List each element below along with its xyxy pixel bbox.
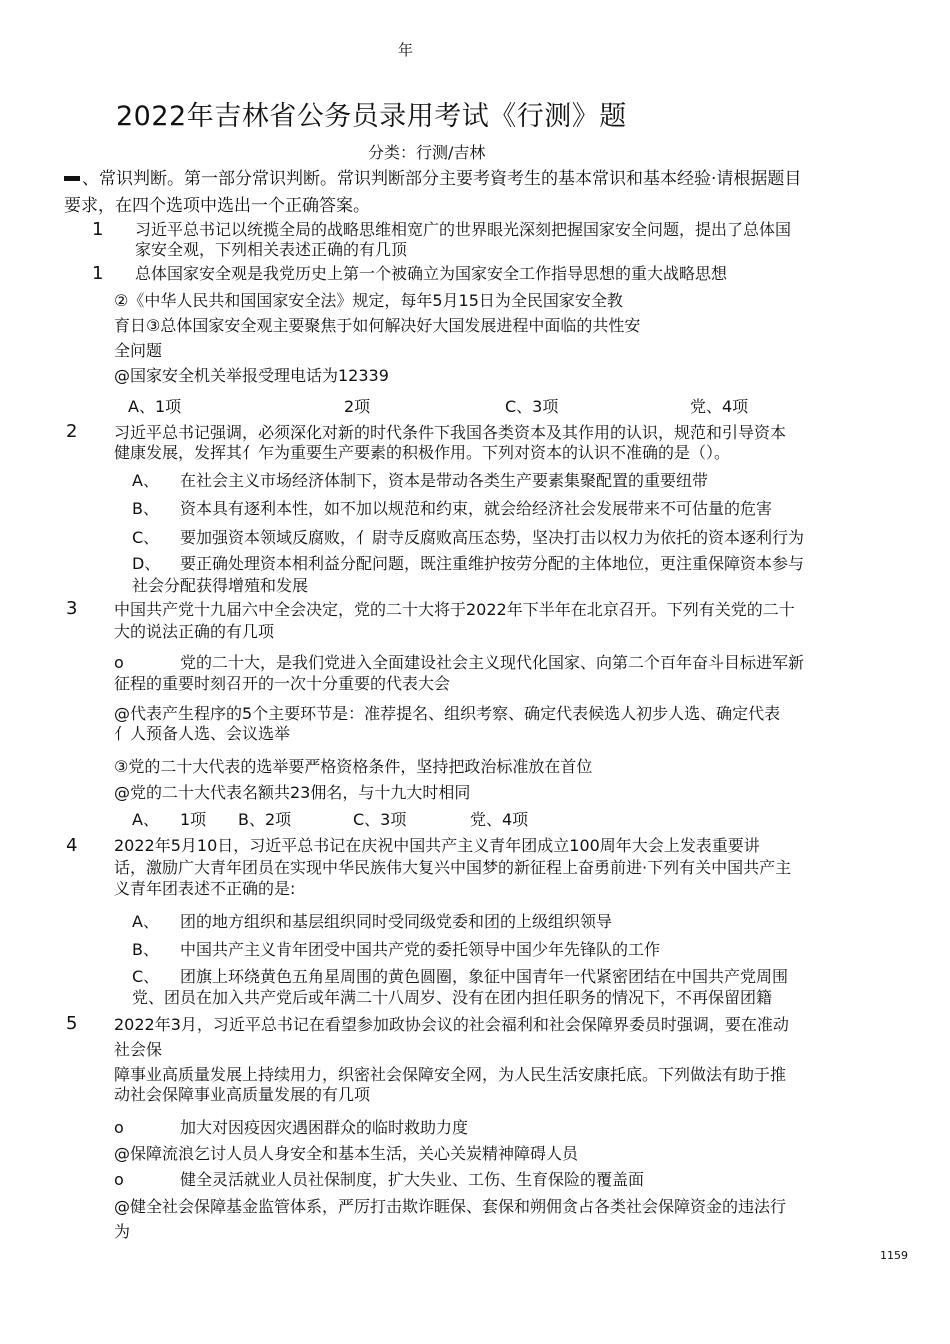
question-number: 3 — [66, 598, 78, 619]
question-stem: 家安全观，下列相关表述正确的有几顶 — [135, 240, 408, 259]
statement: @国家安全机关举报受理电话为12339 — [114, 366, 389, 385]
question-stem: 社会保 — [114, 1040, 163, 1059]
option-text: 要正确处理资本相利益分配问题，既注重维护按劳分配的主体地位，更注重保障资本参与 — [180, 554, 805, 573]
statement: 征程的重要时刻召开的一次十分重要的代表大会 — [114, 674, 451, 693]
category-label: 分类：行测/吉林 — [368, 143, 486, 162]
statement: ②《中华人民共和国国家安全法》规定，每年5月15日为全民国家安全教 — [114, 291, 623, 310]
statement-label: o — [114, 1170, 124, 1189]
statement: 为 — [114, 1222, 131, 1241]
statement: 全问题 — [114, 341, 163, 360]
statement: @代表产生程序的5个主要环节是：准荐提名、组织考察、确定代表候选人初步人选、确定代表 — [114, 704, 781, 723]
statement-number: 1 — [92, 263, 104, 284]
section-bar — [64, 176, 80, 181]
option-label: C、 — [132, 967, 160, 986]
section-heading — [64, 168, 801, 190]
statement: 加大对因疫因灾遇困群众的临时救助力度 — [180, 1118, 469, 1137]
option-c: C、3项 — [353, 810, 407, 829]
option-text: 资本具有逐利本性，如不加以规范和约束，就会给经济社会发展带来不可估量的危害 — [180, 499, 773, 518]
option-label: A、 — [132, 912, 159, 931]
option-b: B、2项 — [238, 810, 292, 829]
option-b: 2项 — [344, 397, 371, 416]
statement: @保障流浪乞讨人员人身安全和基本生活，关心关炭精神障碍人员 — [114, 1144, 579, 1163]
statement: 亻人预备人选、会议选举 — [114, 724, 291, 743]
statement-label: o — [114, 1118, 124, 1137]
statement: 育日③总体国家安全观主要聚焦于如何解决好大国发展进程中面临的共性安 — [114, 316, 641, 335]
question-stem: 习近平总书记以统揽全局的战略思维相宽广的世界眼光深刻把握国家安全问题，提出了总体国 — [135, 220, 792, 239]
section-line-1: 、常识判断。第一部分常识判断。常识判断部分主要考資考生的基本常识和基本经验·请根据题目 — [82, 169, 802, 189]
header-mark: 年 — [398, 41, 414, 59]
question-stem: 2022年5月10日，习近平总书记在庆祝中国共产主义青年团成立100周年大会上发表重要讲 — [114, 836, 760, 855]
question-stem: 动社会保障事业高质量发展的有几项 — [114, 1085, 371, 1104]
question-number: 4 — [66, 835, 78, 856]
page-number: 1159 — [880, 1249, 908, 1262]
option-a: A、 — [132, 810, 159, 829]
statement: @党的二十大代表名额共23佣名，与十九大时相同 — [114, 783, 471, 802]
option-text: 社会分配获得增殖和发展 — [132, 576, 309, 595]
option-label: A、 — [132, 471, 159, 490]
option-label: D、 — [132, 554, 161, 573]
page-title: 2022年吉林省公务员录用考试《行测》题 — [116, 101, 627, 132]
option-c: C、3项 — [505, 397, 559, 416]
question-stem: 习近平总书记强调，必须深化对新的时代条件下我国各类资本及其作用的认识，规范和引导资本 — [114, 423, 787, 442]
question-stem: 中国共产党十九届六中全会决定，党的二十大将于2022年下半年在北京召开。下列有关党的二十 — [114, 600, 795, 619]
option-text: 党、团员在加入共产党后或年满二十八周岁、没有在团内担任职务的情况下，不再保留团籍 — [132, 988, 773, 1007]
question-stem: 大的说法正确的有几项 — [114, 622, 275, 641]
section-line-2: 要求，在四个选项中选出一个正确答案。 — [64, 196, 370, 216]
statement: 党的二十大，是我们党进入全面建设社会主义现代化国家、向第二个百年奋斗目标进军新 — [180, 653, 805, 672]
statement-label: o — [114, 653, 124, 672]
option-text: 中国共产主义肯年团受中国共产党的委托领导中国少年先锋队的工作 — [180, 940, 661, 959]
question-number: 1 — [92, 219, 104, 240]
option-text: 在社会主义市场经济体制下，资本是带动各类生产要素集聚配置的重要纽带 — [180, 471, 709, 490]
option-text: 团旗上环绕黄色五角星周围的黄色圆圈，象征中国青年一代紧密团结在中国共产党周围 — [180, 967, 789, 986]
statement: 总体国家安全观是我党历史上第一个被确立为国家安全工作指导思想的重大战略思想 — [135, 264, 728, 283]
option-label: B、 — [132, 940, 159, 959]
statement: 健全灵活就业人员社保制度，扩大失业、工伤、生育保险的覆盖面 — [180, 1170, 645, 1189]
option-label: B、 — [132, 499, 159, 518]
option-a: A、1项 — [128, 397, 182, 416]
question-stem: 义青年团表述不正确的是: — [114, 879, 296, 898]
option-a-value: 1项 — [180, 810, 207, 829]
option-text: 团的地方组织和基层组织同时受同级党委和团的上级组织领导 — [180, 912, 613, 931]
option-d: 党、4项 — [470, 810, 529, 829]
option-d: 党、4项 — [690, 397, 749, 416]
question-stem: 2022年3月，习近平总书记在看望参加政协会议的社会福利和社会保障界委员时强调，要在准动 — [114, 1015, 789, 1034]
question-stem: 话，激励广大青年团员在实现中华民族伟大复兴中国梦的新征程上奋勇前进·下列有关中国共产主 — [114, 858, 792, 877]
question-number: 2 — [66, 421, 78, 442]
question-number: 5 — [66, 1013, 78, 1034]
question-stem: 健康发展，发挥其亻乍为重要生产要素的积极作用。下列对资本的认识不准确的是（）。 — [114, 443, 731, 462]
statement: @健全社会保障基金监管体系，严厉打击欺诈睚保、套保和朔佣贪占各类社会保障资金的违法行 — [114, 1197, 787, 1216]
option-text: 要加强资本领域反腐败，亻尉寺反腐败高压态势，坚决打击以权力为依托的资本逐利行为 — [180, 528, 805, 547]
question-stem: 障事业高质量发展上持续用力，织密社会保障安全网，为人民生活安康托底。下列做法有助于推 — [114, 1065, 787, 1084]
option-label: C、 — [132, 528, 160, 547]
statement: ③党的二十大代表的选举要严格资格条件，坚持把政治标准放在首位 — [114, 757, 593, 776]
